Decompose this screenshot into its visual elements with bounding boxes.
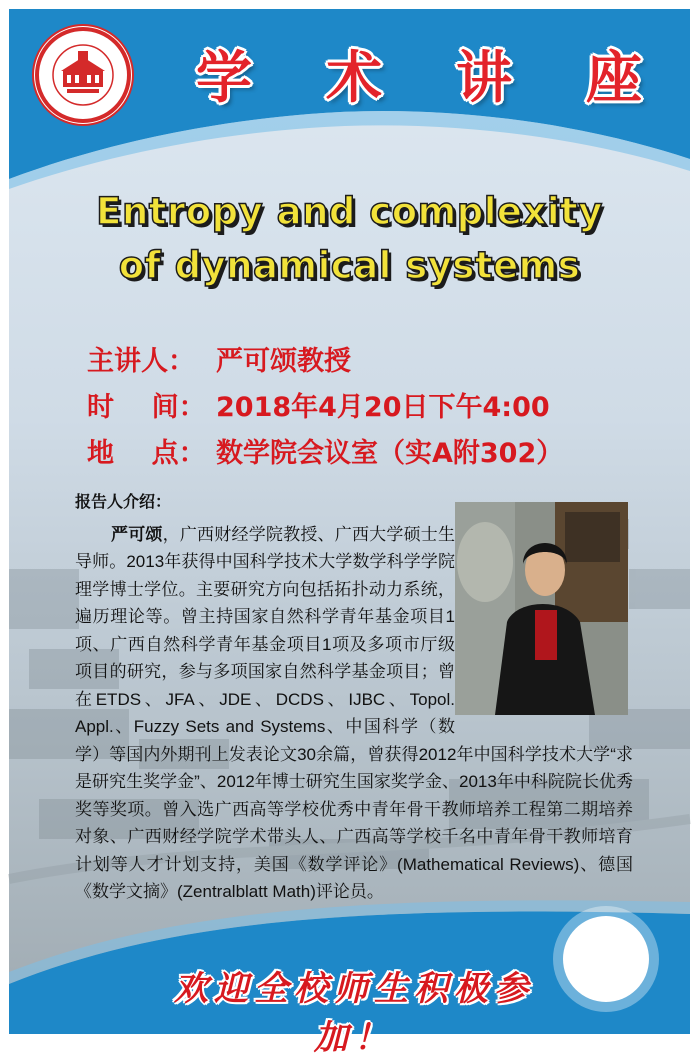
page-title (159, 29, 679, 119)
talk-title-line1: Entropy and complexity (96, 190, 603, 233)
poster (9, 9, 690, 1058)
speaker-row (87, 339, 563, 385)
title-char-1: 学 (196, 45, 252, 111)
bio-name: 严可颂 (111, 524, 163, 544)
title-char-4: 座 (586, 45, 642, 111)
time-value: 2018年4月20日下午4:00 (216, 392, 550, 423)
bio-body: ，广西财经学院教授、广西大学硕士生导师。2013年获得中国科学技术大学数学科学学院理学博士学位。主要研究方向包括拓扑动力系统，遍历理论等。曾主持国家自然科学青年基金项目1项、广西自然科学青年基金项目1项及多项市厅级项目的研究，参与多项国家自然科学基金项目；曾在ETDS、JFA、JDE、DCDS、IJBC、Topol. Appl.、Fuzzy Sets and Systems、中国科学（数学）等国内外期刊上发表论文30余篇，曾获得2012年中国科学技术大学“求是研究生奖学金”、2012年博士研究生国家奖学金、2013年中科院院长优秀奖等奖项。曾入选广西高等学校优秀中青年骨干教师培养工程第二期培养对象、广西财经学院学术带头人、广西高等学校千名中青年骨干教师培育计划等人才计划支持，美国《数学评论》(Mathematical Reviews)、德国《数学文摘》(Zentralblatt Math)评论员。 (75, 524, 633, 901)
title-char-3: 讲 (456, 45, 512, 111)
speaker-value: 严可颂教授 (216, 346, 351, 377)
speaker-photo (455, 502, 628, 715)
place-value: 数学院会议室（实A附302） (216, 438, 564, 469)
university-seal-icon (31, 23, 135, 127)
bio-heading: 报告人介绍： (75, 494, 172, 511)
welcome-slogan: 欢迎全校师生积极参加！ (174, 969, 534, 1058)
title-char-2: 术 (326, 45, 382, 111)
lecture-info (87, 339, 563, 477)
talk-title-line2: of dynamical systems (118, 244, 581, 287)
place-label: 地 点： (87, 438, 206, 469)
time-label: 时 间： (87, 392, 206, 423)
time-row (87, 385, 563, 431)
talk-title (9, 185, 690, 293)
decorative-circle (563, 916, 649, 1002)
speaker-label: 主讲人： (87, 346, 195, 377)
place-row (87, 431, 563, 477)
